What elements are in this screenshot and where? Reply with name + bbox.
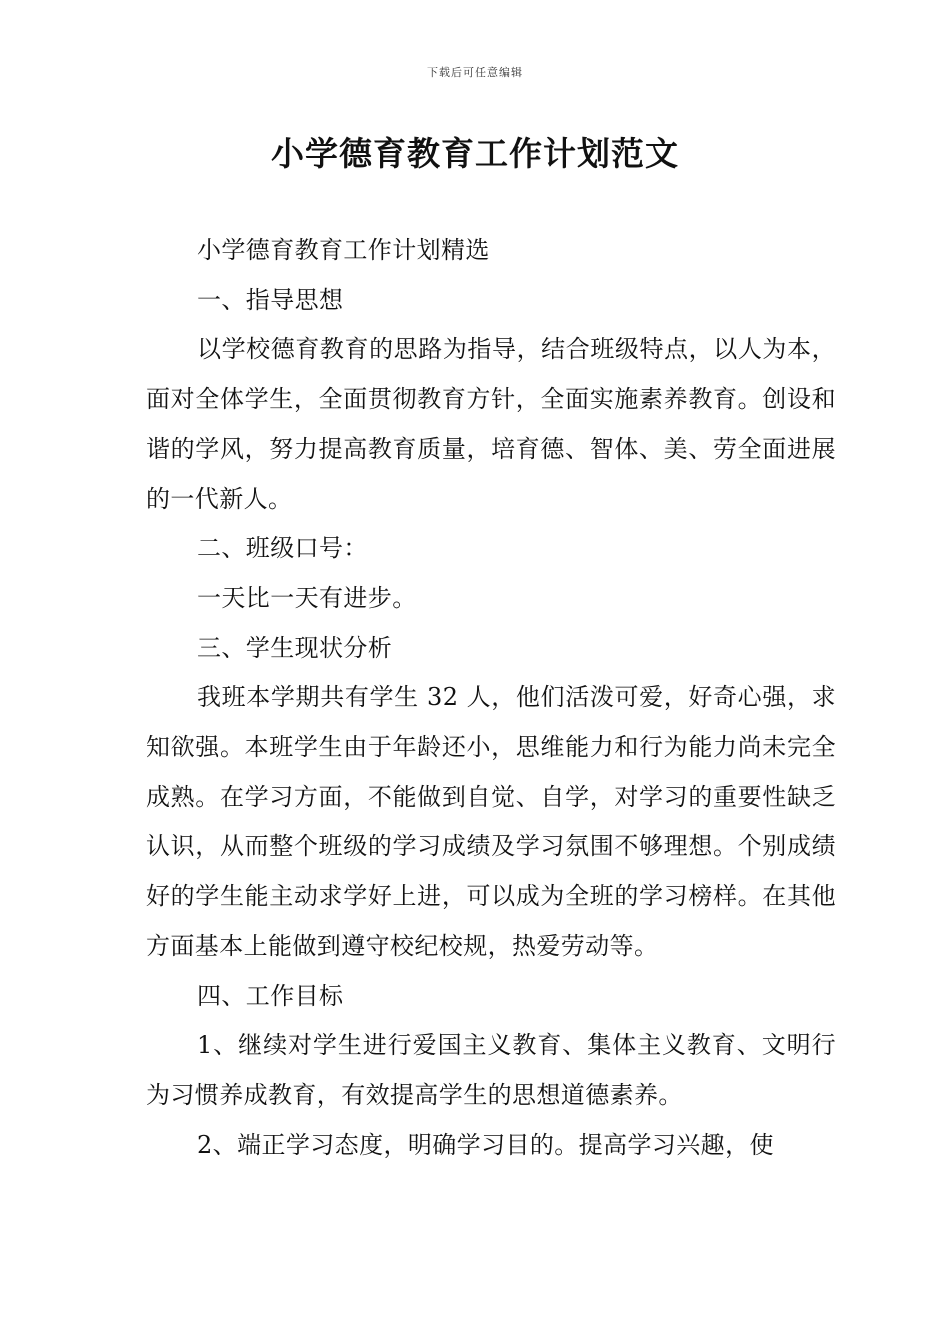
body-paragraph: 我班本学期共有学生 32 人，他们活泼可爱，好奇心强，求知欲强。本班学生由于年龄还小，思维能力和行为能力尚未完全成熟。在学习方面，不能做到自觉、自学，对学习的重要性缺乏认识，从而整个班级的学习成绩及学习氛围不够理想。个别成绩好的学生能主动求学好上进，可以成为全班的学习榜样。在其他方面基本上能做到遵守校纪校规，热爱劳动等。 [146,683,836,960]
document-body [146,226,836,1170]
header-note: 下载后可任意编辑 [427,66,523,79]
list-item: 2、端正学习态度，明确学习目的。提高学习兴趣，使 [197,1130,774,1159]
body-paragraph: 以学校德育教育的思路为指导，结合班级特点，以人为本，面对全体学生，全面贯彻教育方针，全面实施素养教育。创设和谐的学风，努力提高教育质量，培育德、智体、美、劳全面进展的一代新人。 [146,335,836,513]
section-heading-1: 一、指导思想 [197,285,344,314]
section-heading-4: 四、工作目标 [197,981,344,1010]
body-paragraph: 一天比一天有进步。 [197,583,417,612]
subtitle-paragraph: 小学德育教育工作计划精选 [197,236,490,264]
section-heading-2: 二、班级口号： [197,534,368,563]
document-title: 小学德育教育工作计划范文 [271,134,679,173]
section-heading-3: 三、学生现状分析 [197,633,393,662]
list-item: 1、继续对学生进行爱国主义教育、集体主义教育、文明行为习惯养成教育，有效提高学生的思想道德素养。 [146,1031,836,1109]
